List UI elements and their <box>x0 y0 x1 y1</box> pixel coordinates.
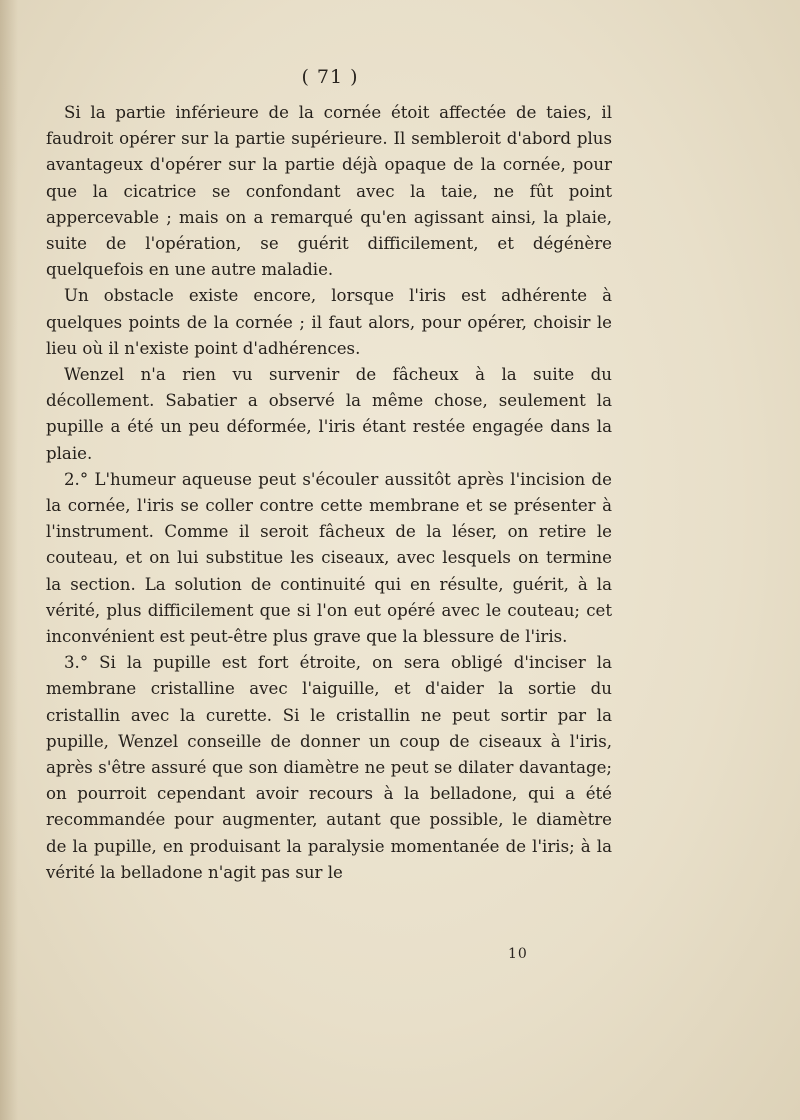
paragraph-5: 3.° Si la pupille est fort étroite, on sera obligé d'inciser la membrane cristalline avec l'aiguille, et d'aider la sortie du cristallin avec la curette. Si le cristallin ne peut sortir par la pupille, Wenzel conseille de donner un coup de ciseaux à l'iris, après s'être assuré que son diamètre ne peut se dilater davantage; on pourroit cependant avoir recours à la belladone, qui a été recommandée pour augmenter, autant que possible, le diamètre de la pupille, en produisant la paralysie momentanée de l'iris; à la vérité la belladone n'agit pas sur le <box>46 653 612 882</box>
signature-mark: 10 <box>508 946 528 962</box>
body-text <box>46 100 612 886</box>
paragraph-3: Wenzel n'a rien vu survenir de fâcheux à la suite du décollement. Sabatier a observé la même chose, seulement la pupille a été un peu déformée, l'iris étant restée engagée dans la plaie. <box>46 365 612 463</box>
page-number: ( 71 ) <box>301 66 359 88</box>
paragraph-2: Un obstacle existe encore, lorsque l'iris est adhérente à quelques points de la cornée ; il faut alors, pour opérer, choisir le lieu où il n'existe point d'adhérences. <box>46 286 612 358</box>
paragraph-4: 2.° L'humeur aqueuse peut s'écouler aussitôt après l'incision de la cornée, l'iris se coller contre cette membrane et se présenter à l'instrument. Comme il seroit fâcheux de la léser, on retire le couteau, et on lui substitue les ciseaux, avec lesquels on termine la section. La solution de continuité qui en résulte, guérit, à la vérité, plus difficilement que si l'on eut opéré avec le couteau; cet inconvénient est peut-être plus grave que la blessure de l'iris. <box>46 469 612 647</box>
paragraph-1: Si la partie inférieure de la cornée étoit affectée de taies, il faudroit opérer sur la partie supérieure. Il sembleroit d'abord plus avantageux d'opérer sur la partie déjà opaque de la cornée, pour que la cicatrice se confondant avec la taie, ne fût point appercevable ; mais on a remarqué qu'en agissant ainsi, la plaie, suite de l'opération, se guérit difficilement, et dégénère quelquefois en une autre maladie. <box>46 103 612 280</box>
page-edge-shadow <box>0 0 18 1120</box>
